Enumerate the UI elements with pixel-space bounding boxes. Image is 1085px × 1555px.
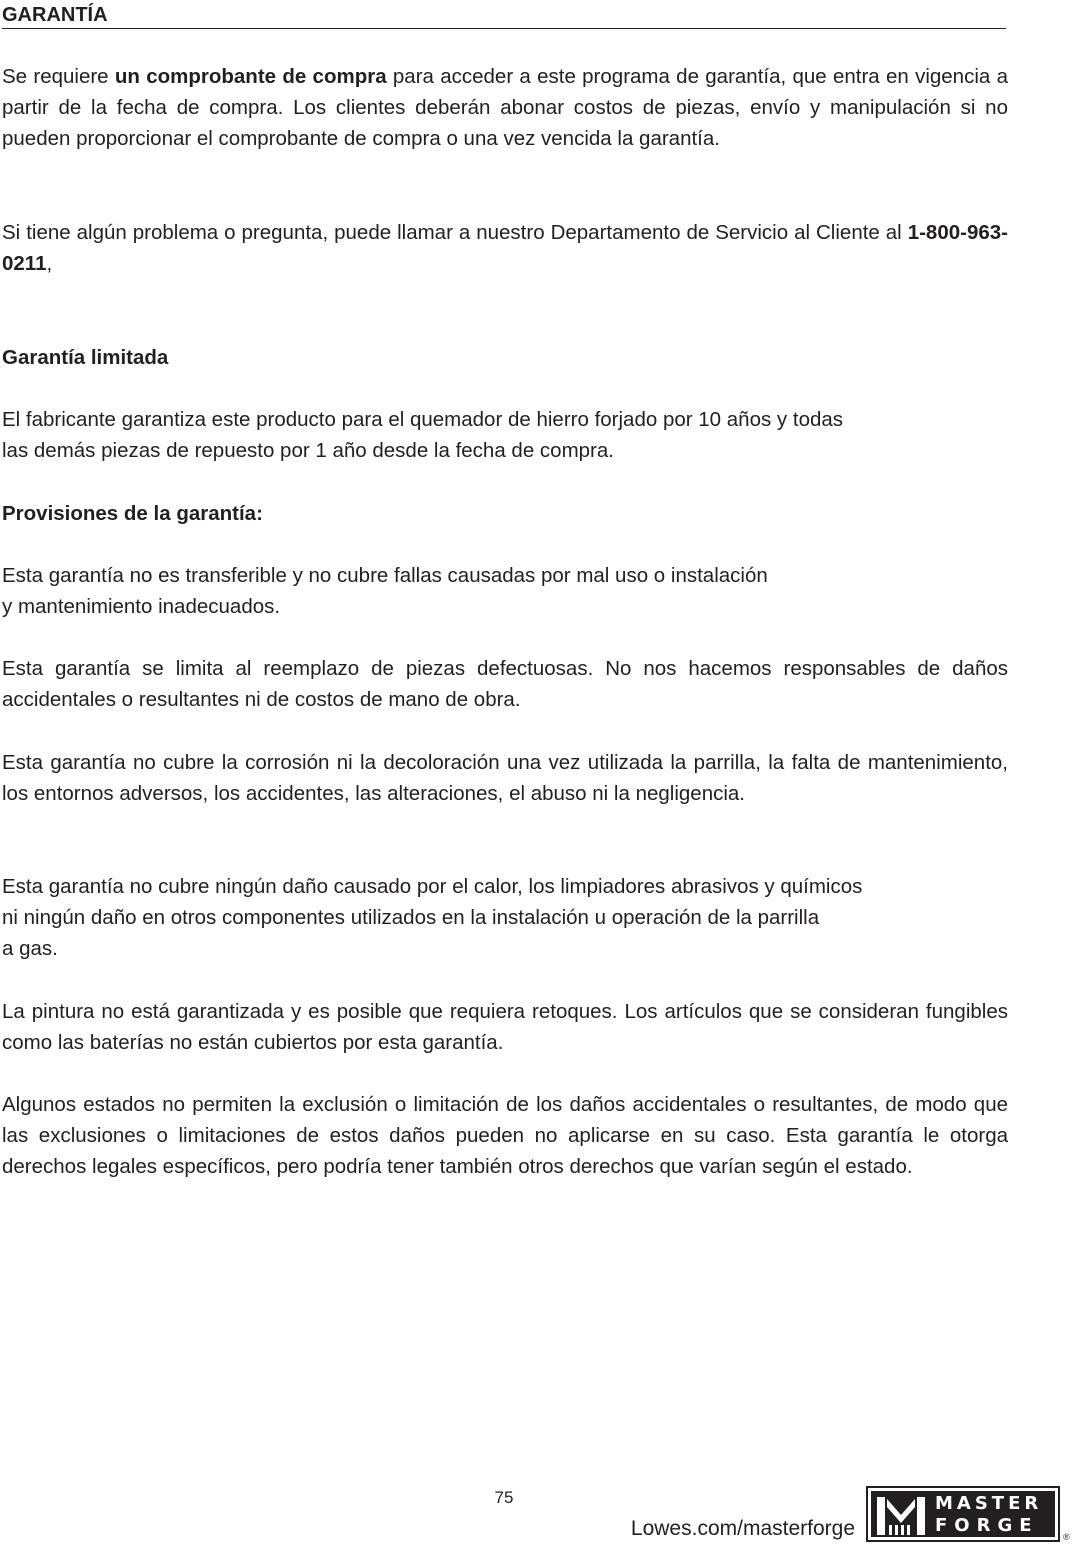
provision-2-text: Esta garantía se limita al reemplazo de piezas defectuosas. No nos hacemos responsables de daños accidentales o resultantes ni de costos de mano de obra.	[2, 657, 1008, 711]
provision-1-line-1: Esta garantía no es transferible y no cubre fallas causadas por mal uso o instalación	[2, 564, 768, 587]
provisions-heading: Provisiones de la garantía:	[2, 502, 263, 525]
para2-post: ,	[46, 252, 53, 275]
provision-4-line-3: a gas.	[2, 937, 58, 960]
provision-3	[2, 747, 1008, 809]
provision-2	[2, 653, 1008, 715]
logo-line-2: FORGE	[935, 1515, 1039, 1536]
provision-1-line-2: y mantenimiento inadecuados.	[2, 595, 281, 618]
provision-6	[2, 1089, 1008, 1182]
master-forge-logo	[866, 1486, 1060, 1542]
provision-4	[2, 871, 1008, 964]
provision-1	[2, 560, 1008, 622]
para2-pre: Si tiene algún problema o pregunta, puede llamar a nuestro Departamento de Servicio al Cliente al	[2, 221, 908, 244]
customer-service-paragraph	[2, 217, 1008, 279]
limited-text-line-1: El fabricante garantiza este producto para el quemador de hierro forjado por 10 años y todas	[2, 408, 844, 431]
proof-of-purchase-paragraph	[2, 61, 1008, 154]
para1-pre: Se requiere	[2, 65, 115, 88]
limited-warranty-heading: Garantía limitada	[2, 346, 169, 369]
grill-emblem-icon	[873, 1493, 929, 1539]
provision-5	[2, 996, 1008, 1058]
provision-6-text: Algunos estados no permiten la exclusión o limitación de los daños accidentales o resultantes, de modo que las exclusiones o limitaciones de estos daños pueden no aplicarse en su caso. Esta garantía le otorga derechos legales específicos, pero podría tener también otros derechos que varían según el estado.	[2, 1093, 1008, 1178]
limited-text-line-2: las demás piezas de repuesto por 1 año desde la fecha de compra.	[2, 439, 614, 462]
registered-mark: ®	[1063, 1532, 1070, 1542]
limited-warranty-text	[2, 404, 1008, 466]
provision-3-text: Esta garantía no cubre la corrosión ni la decoloración una vez utilizada la parrilla, la falta de mantenimiento, los entornos adversos, los accidentes, las alteraciones, el abuso ni la negligencia.	[2, 751, 1008, 805]
logo-background	[871, 1491, 1055, 1537]
phone-number: 1-800-963-0211	[2, 221, 1008, 275]
para1-bold: un comprobante de compra	[114, 65, 387, 88]
para1-post: para acceder a este programa de garantía, que entra en vigencia a partir de la fecha de compra. Los clientes deberán abonar costos de piezas, envío y manipulación si no pueden proporcionar el comprobante de compra o una vez vencida la garantía.	[2, 65, 1008, 150]
logo-line-1: MASTER	[935, 1493, 1043, 1514]
provision-4-line-1: Esta garantía no cubre ningún daño causado por el calor, los limpiadores abrasivos y químicos	[2, 875, 863, 898]
provision-5-text: La pintura no está garantizada y es posible que requiera retoques. Los artículos que se consideran fungibles como las baterías no están cubiertos por esta garantía.	[2, 1000, 1008, 1054]
page-number: 75	[494, 1488, 514, 1507]
page-heading: GARANTÍA	[2, 3, 1006, 29]
website-link[interactable]: Lowes.com/masterforge	[630, 1517, 855, 1540]
provision-4-line-2: ni ningún daño en otros componentes utilizados en la instalación u operación de la parrilla	[2, 906, 820, 929]
